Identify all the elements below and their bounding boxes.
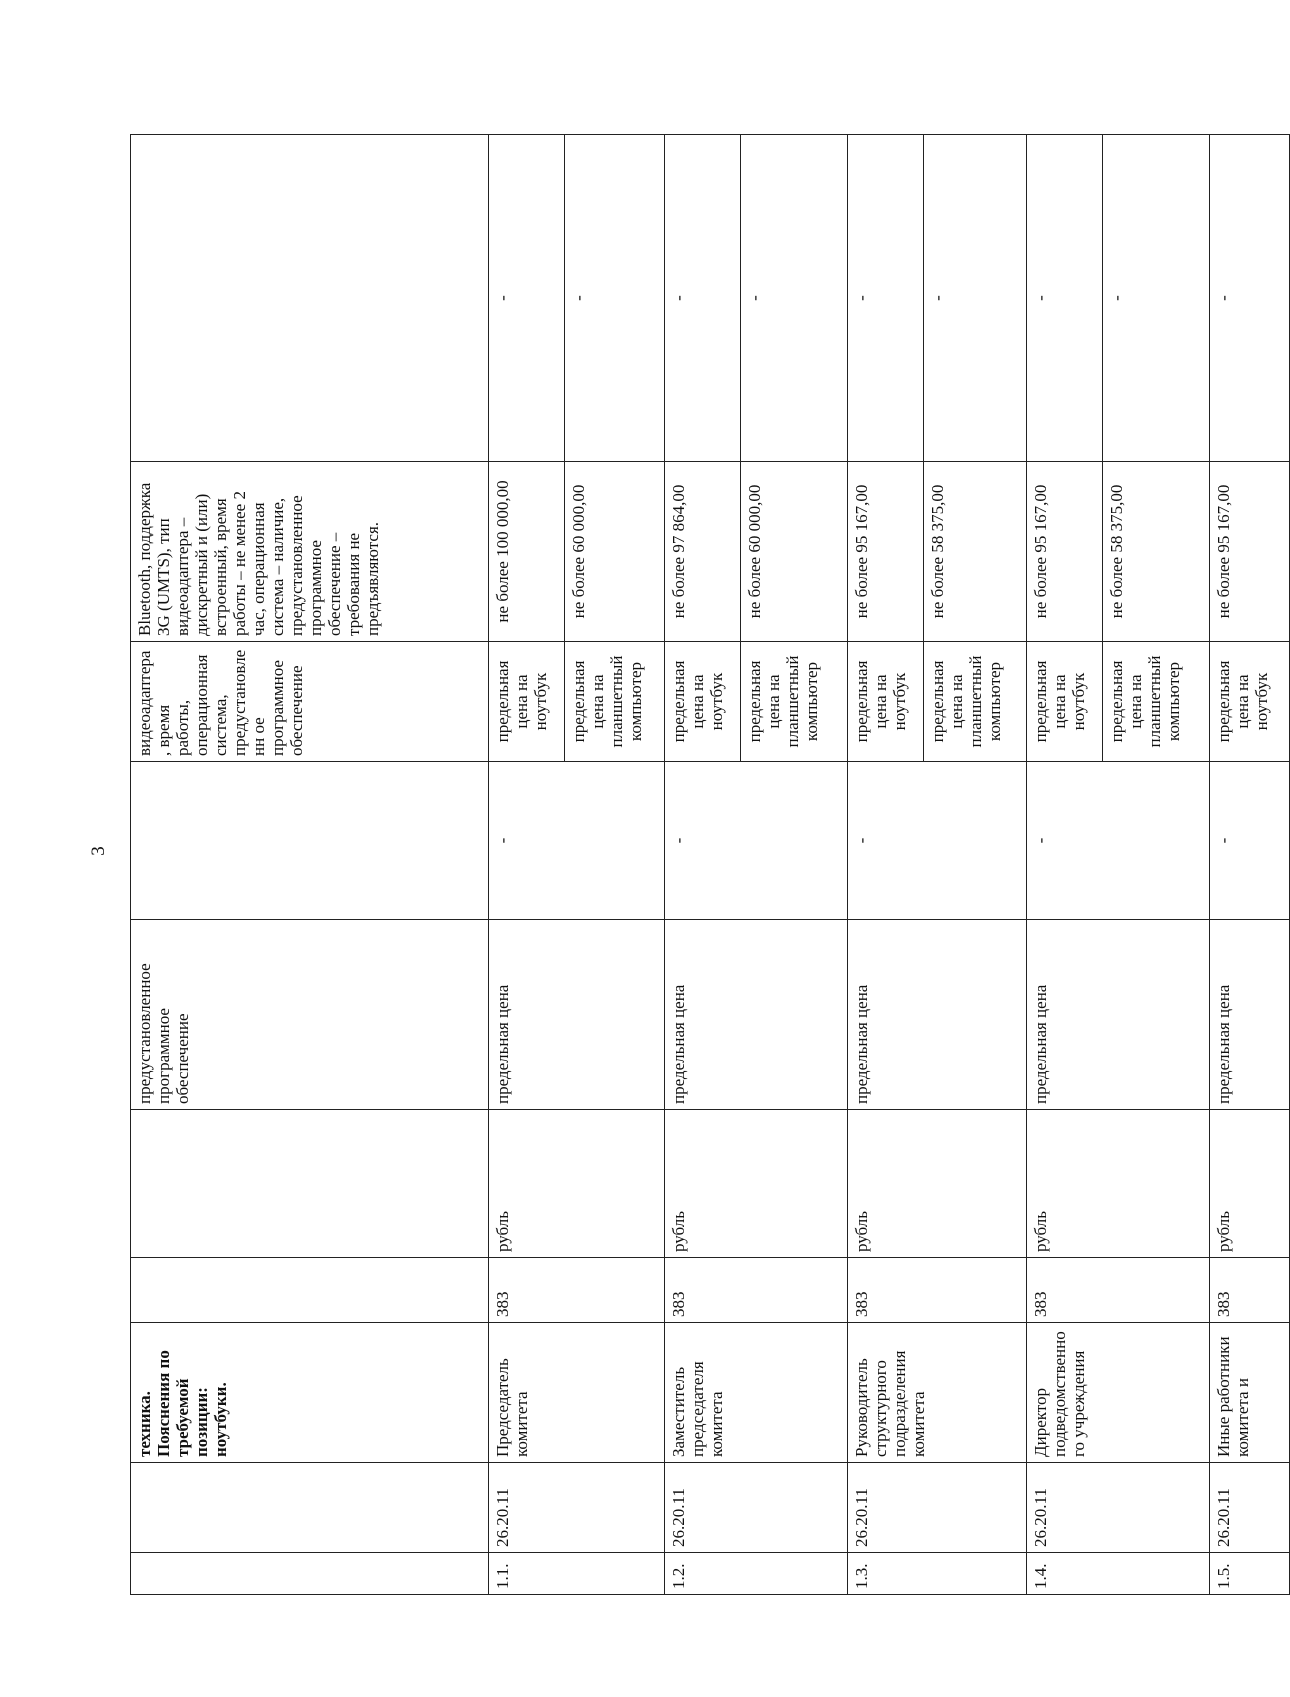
approved-value-cell: -: [1209, 762, 1289, 920]
unit-cell: рубль: [1209, 1110, 1289, 1258]
subcharacteristic-name-cell: предельная цена на ноутбук: [665, 642, 741, 762]
subcharacteristic-value-cell: не более 97 864,00: [665, 462, 741, 642]
table-row-header-continuation: [131, 135, 489, 1595]
okei-code-cell: 383: [847, 1258, 1026, 1323]
justification-cell: -: [565, 135, 665, 462]
page-number: 3: [88, 846, 109, 856]
okpd2-code-cell: 26.20.11: [665, 1463, 848, 1553]
okei-code-cell: 383: [665, 1258, 848, 1323]
justification-cell: -: [923, 135, 1026, 462]
table-row: [1026, 135, 1102, 1595]
characteristic-name-cell: предустановленное программное обеспечение: [131, 920, 489, 1110]
unit-cell: рубль: [1026, 1110, 1209, 1258]
row-number-cell: 1.1.: [489, 1553, 665, 1595]
okpd2-code-cell: 26.20.11: [1026, 1463, 1209, 1553]
subcharacteristic-value-cell: не более 60 000,00: [740, 462, 847, 642]
characteristic-value-cell: видеоадаптера, время работы, операционная система, предустановленн ое программное обеспечение: [131, 642, 489, 762]
position-cell: Директор подведомственного учреждения: [1026, 1323, 1209, 1463]
subcharacteristic-value-cell: не более 95 167,00: [1209, 462, 1289, 642]
position-cell: Председатель комитета: [489, 1323, 665, 1463]
row-number-cell: 1.5.: [1209, 1553, 1289, 1595]
subcharacteristic-value-cell: не более 58 375,00: [923, 462, 1026, 642]
rotated-page-content: [130, 135, 1290, 1595]
table-row: [847, 135, 923, 1595]
unit-cell: рубль: [847, 1110, 1026, 1258]
row-number-cell: 1.3.: [847, 1553, 1026, 1595]
table-row: [1209, 135, 1289, 1595]
subcharacteristic-name-cell: предельная цена на планшетный компьютер: [1102, 642, 1209, 762]
okei-code-cell: 383: [489, 1258, 665, 1323]
table-row: [665, 135, 741, 1595]
justification-cell: -: [740, 135, 847, 462]
characteristic-name-cell: предельная цена: [1026, 920, 1209, 1110]
position-cell: Заместитель председателя комитета: [665, 1323, 848, 1463]
characteristic-name-cell: предельная цена: [1209, 920, 1289, 1110]
subcharacteristic-value-cell: не более 58 375,00: [1102, 462, 1209, 642]
subcharacteristic-name-cell: предельная цена на планшетный компьютер: [565, 642, 665, 762]
justification-cell: -: [665, 135, 741, 462]
subcharacteristic-name-cell: предельная цена на ноутбук: [1026, 642, 1102, 762]
okpd2-code-cell: 26.20.11: [1209, 1463, 1289, 1553]
okei-code-cell: 383: [1026, 1258, 1209, 1323]
approved-value-cell: -: [1026, 762, 1209, 920]
subcharacteristic-name-cell: предельная цена на ноутбук: [489, 642, 565, 762]
characteristic-name-cell: предельная цена: [665, 920, 848, 1110]
justification-cell: -: [1026, 135, 1102, 462]
subcharacteristic-value-cell: не более 100 000,00: [489, 462, 565, 642]
subcharacteristic-value-cell: не более 60 000,00: [565, 462, 665, 642]
unit-cell: рубль: [665, 1110, 848, 1258]
table-row: [489, 135, 565, 1595]
justification-cell: -: [489, 135, 565, 462]
position-cell: Иные работники комитета и: [1209, 1323, 1289, 1463]
justification-cell: -: [1209, 135, 1289, 462]
okei-code-cell: 383: [1209, 1258, 1289, 1323]
unit-cell: рубль: [489, 1110, 665, 1258]
approved-value-cell: -: [665, 762, 848, 920]
row-number-cell: 1.2.: [665, 1553, 848, 1595]
okpd2-code-cell: 26.20.11: [489, 1463, 665, 1553]
subcharacteristic-name-cell: предельная цена на ноутбук: [1209, 642, 1289, 762]
position-cell: Руководитель структурного подразделения комитета: [847, 1323, 1026, 1463]
okpd2-code-cell: 26.20.11: [847, 1463, 1026, 1553]
procurement-table: [130, 134, 1290, 1595]
subcharacteristic-value-cell: не более 95 167,00: [1026, 462, 1102, 642]
requirement-cell: Bluetooth, поддержка 3G (UMTS), тип видеоадаптера – дискретный и (или) встроенный, время работы – не менее 2 час, операционная система – наличие, предустановленное программное обеспечение – требования не предъявляются.: [131, 462, 489, 642]
subcharacteristic-name-cell: предельная цена на ноутбук: [847, 642, 923, 762]
row-number-cell: 1.4.: [1026, 1553, 1209, 1595]
justification-cell: -: [1102, 135, 1209, 462]
position-description-cell: техника. Пояснения по требуемой позиции: ноутбуки.: [131, 1323, 489, 1463]
subcharacteristic-name-cell: предельная цена на планшетный компьютер: [923, 642, 1026, 762]
approved-value-cell: -: [489, 762, 665, 920]
characteristic-name-cell: предельная цена: [847, 920, 1026, 1110]
characteristic-name-cell: предельная цена: [489, 920, 665, 1110]
approved-value-cell: -: [847, 762, 1026, 920]
subcharacteristic-value-cell: не более 95 167,00: [847, 462, 923, 642]
justification-cell: -: [847, 135, 923, 462]
subcharacteristic-name-cell: предельная цена на планшетный компьютер: [740, 642, 847, 762]
